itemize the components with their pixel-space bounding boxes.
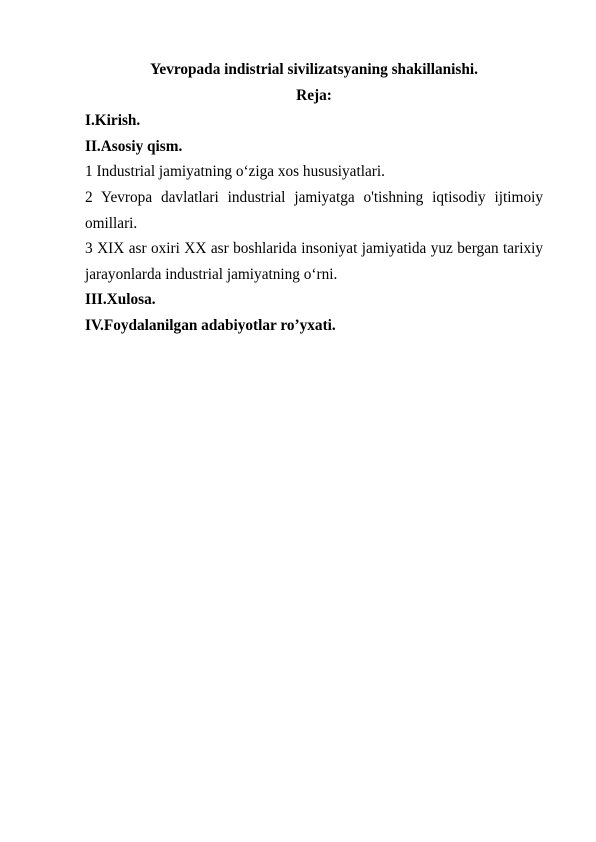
plan-subitem-2: 2 Yevropa davlatlari industrial jamiyatga o'tishning iqtisodiy ijtimoiy omillari.: [85, 188, 543, 232]
plan-item-main-part: II.Asosiy qism.: [85, 137, 183, 155]
plan-heading: Reja:: [296, 86, 332, 104]
document-title: Yevropada indistrial sivilizatsyaning shakillanishi.: [150, 61, 478, 78]
plan-subitem-3: 3 XIX asr oxiri XX asr boshlarida insoniyat jamiyatida yuz bergan tarixiy jarayonlarda industrial jamiyatning o‘rni.: [85, 240, 543, 283]
document-content: [85, 57, 543, 339]
plan-subitem-1: 1 Industrial jamiyatning o‘ziga xos hususiyatlari.: [85, 163, 385, 181]
plan-item-conclusion: III.Xulosa.: [85, 291, 156, 309]
plan-item-references: IV.Foydalanilgan adabiyotlar ro’yxati.: [85, 316, 336, 334]
plan-item-intro: I.Kirish.: [85, 112, 141, 130]
